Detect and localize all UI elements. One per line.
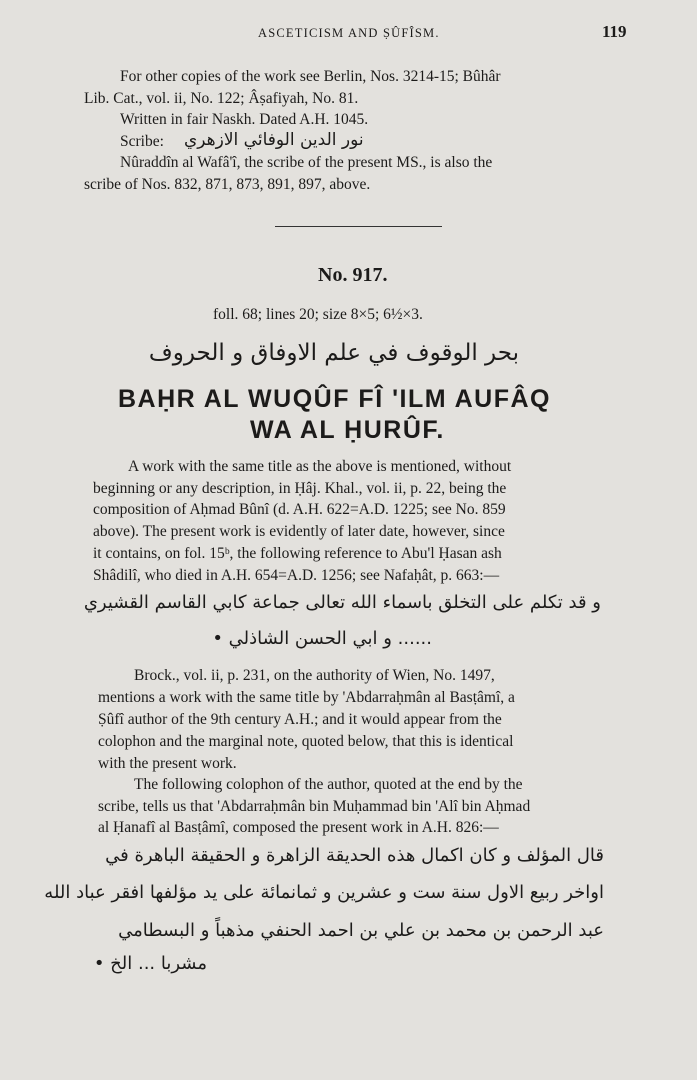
scribe-arabic: نور الدين الوفائي الازهري xyxy=(184,130,364,150)
title-line-1: BAḤR AL WUQÛF FÎ 'ILM AUFÂQ xyxy=(118,385,551,413)
intro-line-3: Written in fair Naskh. Dated A.H. 1045. xyxy=(120,111,369,128)
para2-line-3: Ṣûfî author of the 9th century A.H.; and it would appear from the xyxy=(98,711,502,728)
intro-line-6: scribe of Nos. 832, 871, 873, 891, 897, above. xyxy=(84,176,371,193)
arabic-colophon-line-1: قال المؤلف و كان اكمال هذه الحديقة الزاهرة و الحقيقة الباهرة في xyxy=(105,845,604,866)
intro-line-1: For other copies of the work see Berlin, Nos. 3214-15; Bûhâr xyxy=(120,68,501,85)
arabic-title: بحر الوقوف في علم الاوفاق و الحروف xyxy=(148,340,519,366)
intro-line-2: Lib. Cat., vol. ii, No. 122; Âṣafiyah, No. 81. xyxy=(84,90,359,107)
arabic-quote-1-line-2: ...... و ابي الحسن الشاذلي • xyxy=(212,628,432,649)
para1-line-5: it contains, on fol. 15ᵇ, the following reference to Abu'l Ḥasan ash xyxy=(93,545,502,562)
intro-line-5: Nûraddîn al Wafâ'î, the scribe of the present MS., is also the xyxy=(120,154,493,171)
para1-line-2: beginning or any description, in Ḥâj. Khal., vol. ii, p. 22, being the xyxy=(93,480,507,497)
para3-line-2: scribe, tells us that 'Abdarraḥmân bin Muḥammad bin 'Alî bin Aḥmad xyxy=(98,798,531,815)
running-title: ASCETICISM AND ṢÛFÎSM. xyxy=(258,26,440,40)
entry-dimensions: foll. 68; lines 20; size 8×5; 6½×3. xyxy=(213,306,423,323)
para1-line-3: composition of Aḥmad Bûnî (d. A.H. 622=A.D. 1225; see No. 859 xyxy=(93,501,506,518)
section-divider xyxy=(275,226,442,227)
para3-line-3: al Ḥanafî al Basṭâmî, composed the present work in A.H. 826:— xyxy=(98,819,499,836)
title-line-2: WA AL ḤURÛF. xyxy=(250,416,445,444)
arabic-quote-1-line-1: و قد تكلم على التخلق باسماء الله تعالى جماعة كابي القاسم القشيري xyxy=(83,592,601,613)
arabic-colophon-line-3: عبد الرحمن بن محمد بن علي بن احمد الحنفي مذهباً و البسطامي xyxy=(118,920,604,941)
para2-line-1: Brock., vol. ii, p. 231, on the authority of Wien, No. 1497, xyxy=(134,667,495,684)
para2-line-2: mentions a work with the same title by 'Abdarraḥmân al Basṭâmî, a xyxy=(98,689,515,706)
para2-line-4: colophon and the marginal note, quoted below, that this is identical xyxy=(98,733,514,750)
para2-line-5: with the present work. xyxy=(98,755,237,772)
arabic-colophon-line-4: مشربا ... الخ • xyxy=(93,953,207,974)
arabic-colophon-line-2: اواخر ربيع الاول سنة ست و عشرين و ثمانمائة على يد مؤلفها افقر عباد الله xyxy=(44,882,604,903)
para1-line-6: Shâdilî, who died in A.H. 654=A.D. 1256; see Nafaḥât, p. 663:— xyxy=(93,567,500,584)
para1-line-1: A work with the same title as the above is mentioned, without xyxy=(128,458,512,475)
para1-line-4: above). The present work is evidently of later date, however, since xyxy=(93,523,505,540)
page-number: 119 xyxy=(602,22,627,41)
scribe-label: Scribe: xyxy=(120,133,164,150)
para3-line-1: The following colophon of the author, quoted at the end by the xyxy=(134,776,523,793)
entry-number: No. 917. xyxy=(318,264,388,286)
